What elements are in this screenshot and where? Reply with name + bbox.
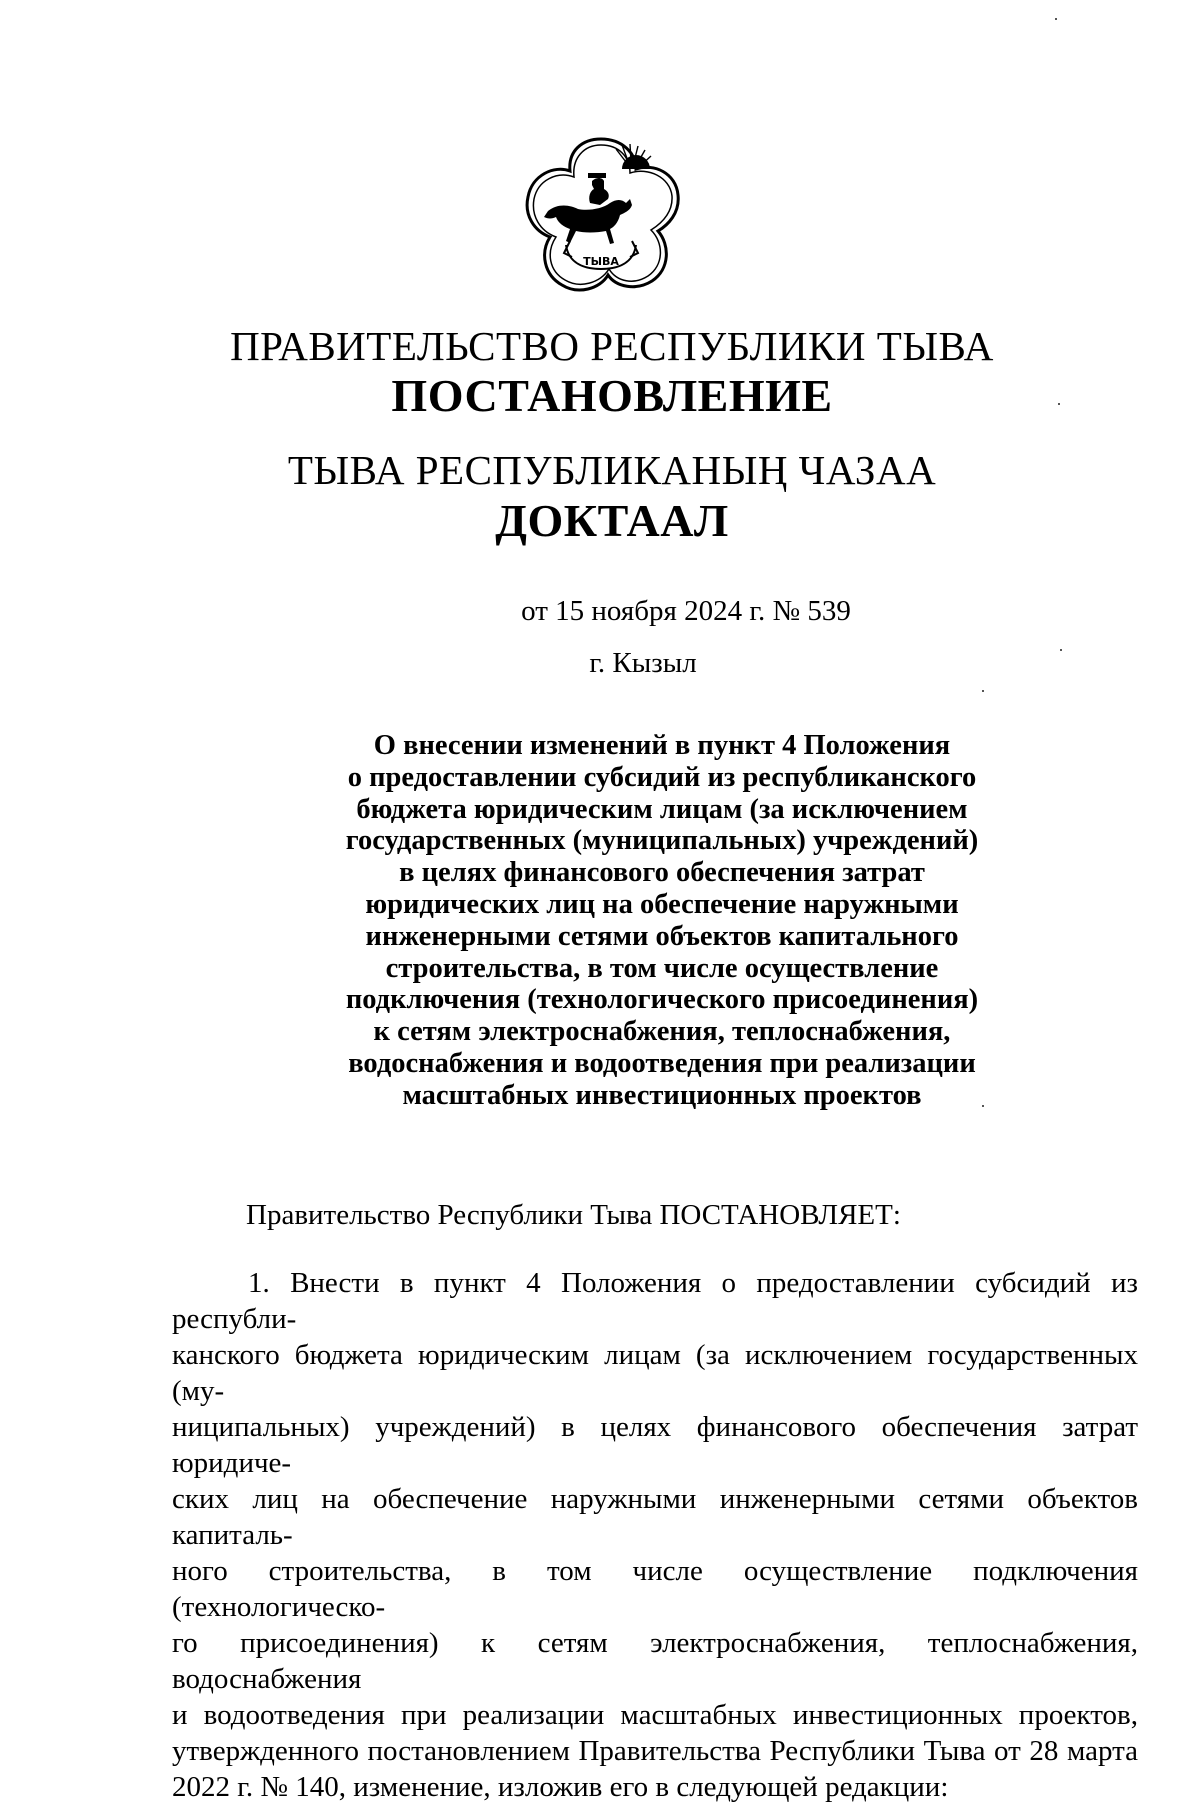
paragraph-line: 2022 г. № 140, изменение, изложив его в следующей редакции: xyxy=(172,1771,949,1803)
paragraph-line: и водоотведения при реализации масштабных инвестиционных проектов, xyxy=(172,1699,1138,1731)
scan-speck xyxy=(982,1105,984,1107)
government-title-ru: ПРАВИТЕЛЬСТВО РЕСПУБЛИКИ ТЫВА xyxy=(230,323,994,369)
decree-title xyxy=(324,730,1000,1112)
decree-title-ru: ПОСТАНОВЛЕНИЕ xyxy=(391,370,833,421)
title-line: О внесении изменений в пункт 4 Положения xyxy=(373,730,951,761)
title-line: инженерными сетями объектов капитального xyxy=(365,920,959,952)
title-line: государственных (муниципальных) учреждений) xyxy=(345,825,979,857)
title-line: к сетям электроснабжения, теплоснабжения, xyxy=(373,1016,951,1048)
scan-speck xyxy=(1055,18,1057,20)
paragraph-line: канского бюджета юридическим лицам (за исключением государственных (му- xyxy=(172,1339,1138,1407)
government-title-tv: ТЫВА РЕСПУБЛИКАНЫҢ ЧАЗАА xyxy=(287,447,937,493)
scan-speck xyxy=(982,690,984,692)
title-line: подключения (технологического присоединения) xyxy=(345,984,979,1016)
title-line: масштабных инвестиционных проектов xyxy=(402,1079,922,1111)
paragraph-line: утвержденного постановлением Правительства Республики Тыва от 28 марта xyxy=(172,1735,1138,1767)
emblem-text: ТЫВА xyxy=(583,255,619,268)
title-line: о предоставлении субсидий из республиканского xyxy=(347,761,977,793)
title-line: в целях финансового обеспечения затрат xyxy=(399,857,925,889)
title-line: юридических лиц на обеспечение наружными xyxy=(365,888,959,920)
title-line: бюджета юридическим лицам (за исключением xyxy=(356,793,968,825)
scan-speck xyxy=(1060,649,1062,651)
paragraph-line: го присоединения) к сетям электроснабжения, теплоснабжения, водоснабжения xyxy=(172,1627,1138,1695)
tuva-emblem xyxy=(518,133,684,299)
preamble: Правительство Республики Тыва ПОСТАНОВЛЯЕТ: xyxy=(246,1199,901,1231)
paragraph-line: ного строительства, в том числе осуществление подключения (технологическо- xyxy=(172,1555,1138,1623)
paragraph-line: ниципальных) учреждений) в целях финансового обеспечения затрат юридиче- xyxy=(172,1411,1138,1479)
title-line: водоснабжения и водоотведения при реализации xyxy=(348,1047,976,1079)
decree-date-number: от 15 ноября 2024 г. № 539 xyxy=(521,595,851,627)
paragraph-line: ских лиц на обеспечение наружными инженерными сетями объектов капиталь- xyxy=(172,1483,1138,1551)
paragraph-1 xyxy=(172,1265,1138,1805)
title-line: строительства, в том числе осуществление xyxy=(385,952,939,984)
scan-speck xyxy=(1058,403,1060,405)
decree-city: г. Кызыл xyxy=(589,647,697,679)
decree-title-tv: ДОКТААЛ xyxy=(495,495,729,546)
paragraph-line: 1. Внести в пункт 4 Положения о предоставлении субсидий из республи- xyxy=(172,1267,1138,1335)
